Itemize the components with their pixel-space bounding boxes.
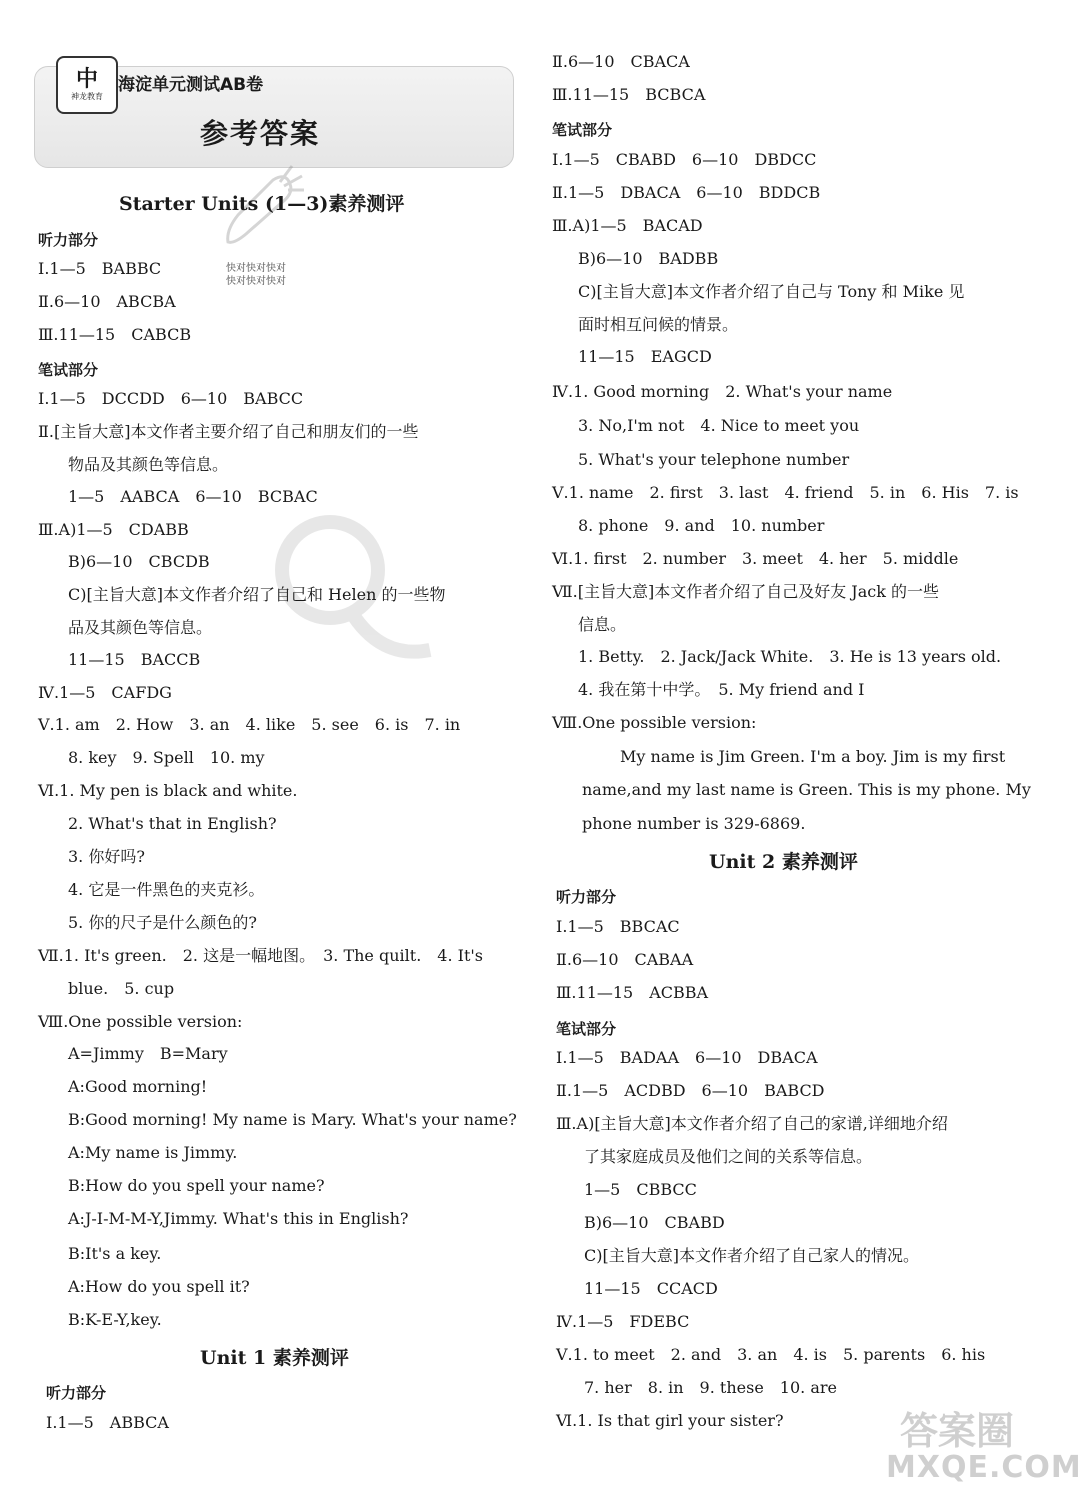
answer-line: 了其家庭成员及他们之间的关系等信息。 bbox=[584, 1147, 873, 1166]
answer-line: B)6—10 CBABD bbox=[584, 1213, 725, 1232]
answer-line: 11—15 BACCB bbox=[68, 650, 201, 669]
answer-line: Ⅵ.1. My pen is black and white. bbox=[38, 781, 298, 800]
listening-heading: 听力部分 bbox=[46, 1384, 107, 1402]
answer-line: 物品及其颜色等信息。 bbox=[68, 455, 229, 474]
answer-line: Ⅱ.1—5 ACDBD 6—10 BABCD bbox=[556, 1081, 825, 1100]
answer-line: Ⅲ.A)[主旨大意]本文作者介绍了自己的家谱,详细地介绍 bbox=[556, 1114, 948, 1133]
answer-line: 1—5 CBBCC bbox=[584, 1180, 697, 1199]
answer-line: 11—15 CCACD bbox=[584, 1279, 718, 1298]
answer-line: C)[主旨大意]本文作者介绍了自己家人的情况。 bbox=[584, 1246, 919, 1265]
watermark-logo-text: 答案圈 bbox=[900, 1409, 1015, 1453]
answer-line: Ⅳ.1—5 CAFDG bbox=[38, 683, 172, 702]
answer-line: 2. What's that in English? bbox=[68, 814, 277, 833]
section-title: Starter Units (1—3)素养测评 bbox=[119, 193, 405, 215]
answer-line: A:Good morning! bbox=[68, 1077, 208, 1096]
watermark-line-2: 快对快对快对 bbox=[226, 276, 286, 287]
answer-line: Ⅱ.6—10 CBACA bbox=[552, 52, 690, 71]
answer-line: phone number is 329-6869. bbox=[582, 814, 806, 833]
answer-line: Ⅶ.1. It's green. 2. 这是一幅地图。 3. The quilt. 4. It's bbox=[38, 946, 483, 965]
answer-line: 4. 它是一件黑色的夹克衫。 bbox=[68, 880, 265, 899]
answer-line: Ⅶ.[主旨大意]本文作者介绍了自己及好友 Jack 的一些 bbox=[552, 582, 940, 601]
answer-line: 8. phone 9. and 10. number bbox=[578, 516, 825, 535]
answer-line: 7. her 8. in 9. these 10. are bbox=[584, 1378, 837, 1397]
answer-line: 3. 你好吗? bbox=[68, 847, 145, 866]
answer-line: Ⅴ.1. name 2. first 3. last 4. friend 5. in 6. His 7. is bbox=[552, 483, 1019, 502]
answer-line: 面时相互问候的情景。 bbox=[578, 315, 739, 334]
site-watermark bbox=[880, 1400, 1082, 1486]
answer-line: Ⅲ.11—15 CABCB bbox=[38, 325, 192, 344]
answer-line: Ⅰ.1—5 BADAA 6—10 DBACA bbox=[556, 1048, 818, 1067]
answer-line: Ⅲ.A)1—5 BACAD bbox=[552, 216, 703, 235]
answer-line: B:It's a key. bbox=[68, 1244, 162, 1263]
listening-heading: 听力部分 bbox=[556, 888, 617, 906]
publisher-logo bbox=[56, 56, 118, 114]
answer-line: My name is Jim Green. I'm a boy. Jim is my first bbox=[620, 747, 1006, 766]
answer-line: 5. What's your telephone number bbox=[578, 450, 850, 469]
watermark-small-text bbox=[226, 262, 286, 288]
answer-line: B:Good morning! My name is Mary. What's your name? bbox=[68, 1110, 517, 1129]
answer-line: 8. key 9. Spell 10. my bbox=[68, 748, 265, 767]
answer-line: Ⅰ.1—5 BABBC bbox=[38, 259, 162, 278]
section-title: Unit 1 素养测评 bbox=[200, 1347, 349, 1369]
answer-line: 信息。 bbox=[578, 615, 627, 634]
answer-line: 1—5 AABCA 6—10 BCBAC bbox=[68, 487, 318, 506]
answer-line: A:J-I-M-M-Y,Jimmy. What's this in English? bbox=[68, 1209, 409, 1228]
answer-line: 11—15 EAGCD bbox=[578, 347, 712, 366]
logo-mark: 中 bbox=[75, 67, 98, 92]
answer-line: C)[主旨大意]本文作者介绍了自己与 Tony 和 Mike 见 bbox=[578, 282, 965, 301]
answer-line: Ⅵ.1. Is that girl your sister? bbox=[556, 1411, 784, 1430]
answer-line: B:K-E-Y,key. bbox=[68, 1310, 162, 1329]
section-title: Unit 2 素养测评 bbox=[709, 851, 858, 873]
answer-line: Ⅴ.1. to meet 2. and 3. an 4. is 5. parents 6. his bbox=[556, 1345, 986, 1364]
answer-line: Ⅱ.6—10 ABCBA bbox=[38, 292, 176, 311]
answer-line: Ⅳ.1. Good morning 2. What's your name bbox=[552, 382, 893, 401]
writing-heading: 笔试部分 bbox=[38, 361, 99, 379]
answer-line: 3. No,I'm not 4. Nice to meet you bbox=[578, 416, 860, 435]
answer-line: A:How do you spell it? bbox=[68, 1277, 250, 1296]
answer-line: C)[主旨大意]本文作者介绍了自己和 Helen 的一些物 bbox=[68, 585, 446, 604]
answer-line: B:How do you spell your name? bbox=[68, 1176, 325, 1195]
watermark-url: MXQE.COM bbox=[886, 1450, 1082, 1485]
answer-line: Ⅴ.1. am 2. How 3. an 4. like 5. see 6. is 7. in bbox=[38, 715, 461, 734]
listening-heading: 听力部分 bbox=[38, 231, 99, 249]
answer-line: Ⅷ.One possible version: bbox=[38, 1012, 243, 1031]
writing-heading: 笔试部分 bbox=[556, 1020, 617, 1038]
answer-line: 4. 我在第十中学。 5. My friend and I bbox=[578, 680, 865, 699]
answer-line: Ⅲ.11—15 BCBCA bbox=[552, 85, 706, 104]
answer-line: Ⅲ.11—15 ACBBA bbox=[556, 983, 709, 1002]
page-title: 参考答案 bbox=[200, 117, 321, 150]
answer-line: Ⅱ.6—10 CABAA bbox=[556, 950, 694, 969]
answer-line: A:My name is Jimmy. bbox=[68, 1143, 238, 1162]
writing-heading: 笔试部分 bbox=[552, 121, 613, 139]
answer-line: 品及其颜色等信息。 bbox=[68, 618, 213, 637]
answer-line: blue. 5. cup bbox=[68, 979, 175, 998]
answer-line: Ⅵ.1. first 2. number 3. meet 4. her 5. middle bbox=[552, 549, 959, 568]
answer-line: 1. Betty. 2. Jack/Jack White. 3. He is 13 years old. bbox=[578, 647, 1002, 666]
series-title: 海淀单元测试AB卷 bbox=[118, 75, 264, 95]
answer-line: B)6—10 CBCDB bbox=[68, 552, 210, 571]
answer-line: Ⅲ.A)1—5 CDABB bbox=[38, 520, 189, 539]
answer-line: Ⅷ.One possible version: bbox=[552, 713, 757, 732]
answer-line: Ⅰ.1—5 BBCAC bbox=[556, 917, 680, 936]
answer-line: Ⅱ.[主旨大意]本文作者主要介绍了自己和朋友们的一些 bbox=[38, 422, 419, 441]
answer-line: Ⅱ.1—5 DBACA 6—10 BDDCB bbox=[552, 183, 821, 202]
answer-line: B)6—10 BADBB bbox=[578, 249, 719, 268]
answer-line: A=Jimmy B=Mary bbox=[68, 1044, 228, 1063]
answer-line: 5. 你的尺子是什么颜色的? bbox=[68, 913, 257, 932]
answer-line: Ⅰ.1—5 CBABD 6—10 DBDCC bbox=[552, 150, 817, 169]
logo-brand: 神龙教育 bbox=[71, 92, 103, 101]
answer-line: Ⅰ.1—5 ABBCA bbox=[46, 1413, 169, 1432]
answer-line: Ⅰ.1—5 DCCDD 6—10 BABCC bbox=[38, 389, 304, 408]
watermark-line-1: 快对快对快对 bbox=[226, 263, 286, 274]
answer-line: name,and my last name is Green. This is my phone. My bbox=[582, 780, 1031, 799]
answer-line: Ⅳ.1—5 FDEBC bbox=[556, 1312, 690, 1331]
